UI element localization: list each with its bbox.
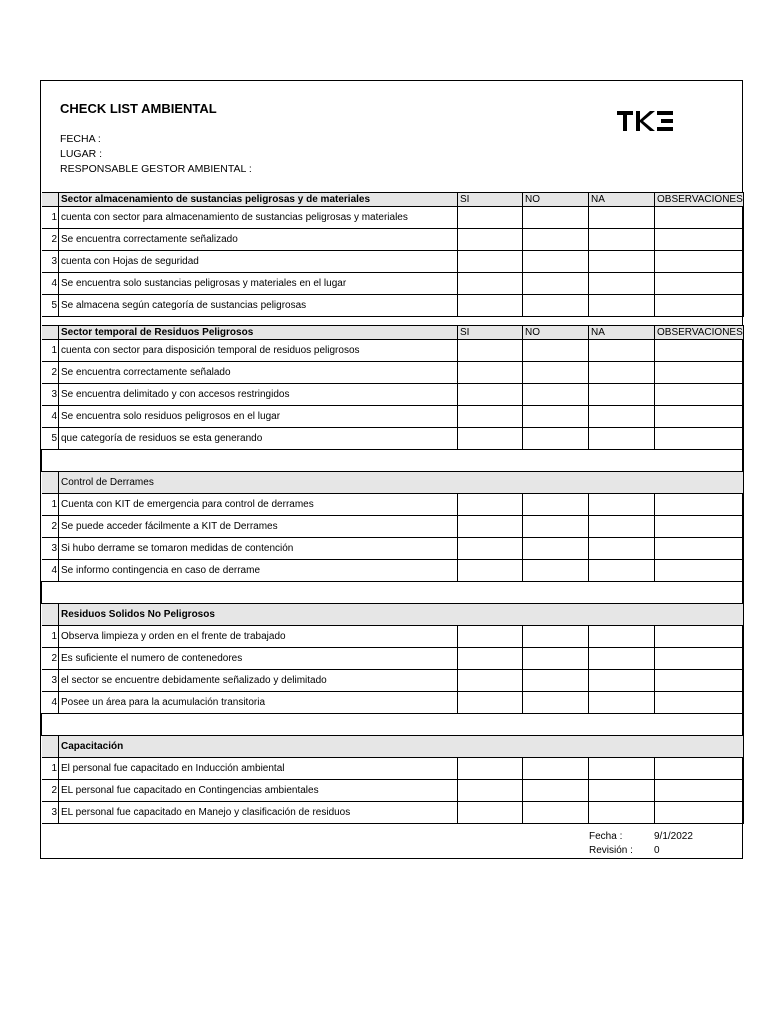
observaciones-input-cell[interactable] [655,648,744,670]
si-checkbox-cell[interactable] [458,670,523,692]
si-checkbox-cell[interactable] [458,406,523,428]
section-number-cell [42,604,59,626]
na-checkbox-cell[interactable] [589,516,655,538]
si-checkbox-cell[interactable] [458,648,523,670]
checklist-item-row [42,626,744,648]
item-number: 2 [42,229,59,251]
observaciones-input-cell[interactable] [655,538,744,560]
checklist-item-row [42,362,744,384]
item-text: Se encuentra correctamente señalizado [59,229,458,251]
item-text: El personal fue capacitado en Inducción ambiental [59,758,458,780]
no-checkbox-cell[interactable] [523,802,589,824]
item-text: Posee un área para la acumulación transitoria [59,692,458,714]
footer-revision-value: 0 [654,845,660,856]
no-checkbox-cell[interactable] [523,560,589,582]
si-checkbox-cell[interactable] [458,340,523,362]
no-checkbox-cell[interactable] [523,626,589,648]
observaciones-input-cell[interactable] [655,406,744,428]
na-checkbox-cell[interactable] [589,538,655,560]
checklist-sheet [40,80,743,859]
checklist-item-row [42,758,744,780]
observaciones-input-cell[interactable] [655,273,744,295]
item-text: Se encuentra delimitado y con accesos restringidos [59,384,458,406]
section-number-cell [42,326,59,340]
item-number: 2 [42,516,59,538]
item-number: 5 [42,428,59,450]
checklist-item-row [42,340,744,362]
blank-row [42,714,744,736]
checklist-item-row [42,560,744,582]
no-checkbox-cell[interactable] [523,207,589,229]
item-number: 3 [42,802,59,824]
na-checkbox-cell[interactable] [589,362,655,384]
na-checkbox-cell[interactable] [589,758,655,780]
section-header-row [42,472,744,494]
no-checkbox-cell[interactable] [523,384,589,406]
no-checkbox-cell[interactable] [523,758,589,780]
checklist-item-row [42,251,744,273]
checklist-item-row [42,229,744,251]
column-header-na: NA [589,193,655,207]
checklist-item-row [42,273,744,295]
observaciones-input-cell[interactable] [655,626,744,648]
item-number: 1 [42,494,59,516]
no-checkbox-cell[interactable] [523,295,589,317]
no-checkbox-cell[interactable] [523,692,589,714]
si-checkbox-cell[interactable] [458,494,523,516]
checklist-item-row [42,538,744,560]
observaciones-input-cell[interactable] [655,802,744,824]
observaciones-input-cell[interactable] [655,207,744,229]
no-checkbox-cell[interactable] [523,362,589,384]
column-header-na: NA [589,326,655,340]
document-footer [41,829,743,859]
si-checkbox-cell[interactable] [458,384,523,406]
checklist-item-row [42,692,744,714]
item-text: Se encuentra solo residuos peligrosos en el lugar [59,406,458,428]
column-header-observaciones: OBSERVACIONES [655,326,744,340]
section-header-row [42,193,744,207]
blank-cell [42,582,744,604]
footer-fecha-value: 9/1/2022 [654,831,693,842]
item-number: 2 [42,362,59,384]
section-title: Capacitación [59,736,744,758]
no-checkbox-cell[interactable] [523,780,589,802]
section-title: Sector temporal de Residuos Peligrosos [59,326,458,340]
no-checkbox-cell[interactable] [523,428,589,450]
si-checkbox-cell[interactable] [458,273,523,295]
item-text: Cuenta con KIT de emergencia para control de derrames [59,494,458,516]
item-text: cuenta con sector para almacenamiento de sustancias peligrosas y materiales [59,207,458,229]
si-checkbox-cell[interactable] [458,207,523,229]
item-number: 5 [42,295,59,317]
document-header [41,81,742,193]
item-number: 1 [42,758,59,780]
item-text: Observa limpieza y orden en el frente de trabajado [59,626,458,648]
no-checkbox-cell[interactable] [523,516,589,538]
na-checkbox-cell[interactable] [589,494,655,516]
checklist-item-row [42,428,744,450]
item-text: Se puede acceder fácilmente a KIT de Derrames [59,516,458,538]
na-checkbox-cell[interactable] [589,273,655,295]
no-checkbox-cell[interactable] [523,648,589,670]
column-header-si: SI [458,193,523,207]
si-checkbox-cell[interactable] [458,229,523,251]
na-checkbox-cell[interactable] [589,560,655,582]
na-checkbox-cell[interactable] [589,207,655,229]
no-checkbox-cell[interactable] [523,273,589,295]
item-text: Es suficiente el numero de contenedores [59,648,458,670]
checklist-item-row [42,780,744,802]
item-number: 3 [42,384,59,406]
item-text: Se encuentra correctamente señalado [59,362,458,384]
item-text: Se informo contingencia en caso de derrame [59,560,458,582]
blank-row [42,582,744,604]
observaciones-input-cell[interactable] [655,428,744,450]
fecha-field-label: FECHA : [60,133,101,145]
no-checkbox-cell[interactable] [523,538,589,560]
checklist-item-row [42,295,744,317]
na-checkbox-cell[interactable] [589,295,655,317]
item-number: 2 [42,648,59,670]
section-title: Residuos Solidos No Peligrosos [59,604,744,626]
section-title: Control de Derrames [59,472,744,494]
na-checkbox-cell[interactable] [589,428,655,450]
item-text: EL personal fue capacitado en Contingencias ambientales [59,780,458,802]
column-header-si: SI [458,326,523,340]
item-text: el sector se encuentre debidamente señalizado y delimitado [59,670,458,692]
na-checkbox-cell[interactable] [589,802,655,824]
observaciones-input-cell[interactable] [655,340,744,362]
si-checkbox-cell[interactable] [458,516,523,538]
na-checkbox-cell[interactable] [589,780,655,802]
checklist-item-row [42,648,744,670]
no-checkbox-cell[interactable] [523,494,589,516]
si-checkbox-cell[interactable] [458,692,523,714]
item-text: cuenta con Hojas de seguridad [59,251,458,273]
section-header-row [42,736,744,758]
item-text: EL personal fue capacitado en Manejo y clasificación de residuos [59,802,458,824]
na-checkbox-cell[interactable] [589,692,655,714]
section-title: Sector almacenamiento de sustancias peligrosas y de materiales [59,193,458,207]
checklist-item-row [42,207,744,229]
no-checkbox-cell[interactable] [523,670,589,692]
observaciones-input-cell[interactable] [655,295,744,317]
column-header-no: NO [523,193,589,207]
observaciones-input-cell[interactable] [655,384,744,406]
observaciones-input-cell[interactable] [655,670,744,692]
no-checkbox-cell[interactable] [523,229,589,251]
observaciones-input-cell[interactable] [655,251,744,273]
blank-cell [42,714,744,736]
item-number: 4 [42,273,59,295]
item-number: 1 [42,207,59,229]
item-text: Si hubo derrame se tomaron medidas de contención [59,538,458,560]
checklist-item-row [42,406,744,428]
observaciones-input-cell[interactable] [655,780,744,802]
si-checkbox-cell[interactable] [458,802,523,824]
observaciones-input-cell[interactable] [655,692,744,714]
document-title: CHECK LIST AMBIENTAL [60,101,217,116]
si-checkbox-cell[interactable] [458,538,523,560]
item-text: Se encuentra solo sustancias peligrosas y materiales en el lugar [59,273,458,295]
footer-revision-label: Revisión : [589,845,633,856]
section-header-row [42,604,744,626]
section-header-row [42,326,744,340]
na-checkbox-cell[interactable] [589,251,655,273]
no-checkbox-cell[interactable] [523,251,589,273]
checklist-item-row [42,494,744,516]
checklist-item-row [42,670,744,692]
tke-logo [615,108,675,134]
si-checkbox-cell[interactable] [458,758,523,780]
spacer-row [42,317,744,326]
spacer-cell [42,317,744,326]
item-text: Se almacena según categoría de sustancias peligrosas [59,295,458,317]
observaciones-input-cell[interactable] [655,758,744,780]
observaciones-input-cell[interactable] [655,229,744,251]
na-checkbox-cell[interactable] [589,626,655,648]
item-text: que categoría de residuos se esta generando [59,428,458,450]
column-header-no: NO [523,326,589,340]
checklist-table [41,192,744,824]
responsable-field-label: RESPONSABLE GESTOR AMBIENTAL : [60,163,252,175]
item-number: 4 [42,692,59,714]
no-checkbox-cell[interactable] [523,340,589,362]
footer-fecha-label: Fecha : [589,831,623,842]
checklist-item-row [42,384,744,406]
si-checkbox-cell[interactable] [458,362,523,384]
si-checkbox-cell[interactable] [458,251,523,273]
observaciones-input-cell[interactable] [655,362,744,384]
si-checkbox-cell[interactable] [458,295,523,317]
na-checkbox-cell[interactable] [589,670,655,692]
na-checkbox-cell[interactable] [589,340,655,362]
item-number: 4 [42,560,59,582]
item-number: 3 [42,670,59,692]
observaciones-input-cell[interactable] [655,560,744,582]
item-number: 3 [42,538,59,560]
si-checkbox-cell[interactable] [458,780,523,802]
na-checkbox-cell[interactable] [589,648,655,670]
column-header-observaciones: OBSERVACIONES [655,193,744,207]
item-number: 2 [42,780,59,802]
si-checkbox-cell[interactable] [458,560,523,582]
blank-cell [42,450,744,472]
observaciones-input-cell[interactable] [655,494,744,516]
observaciones-input-cell[interactable] [655,516,744,538]
section-number-cell [42,472,59,494]
item-text: cuenta con sector para disposición temporal de residuos peligrosos [59,340,458,362]
lugar-field-label: LUGAR : [60,148,103,160]
no-checkbox-cell[interactable] [523,406,589,428]
si-checkbox-cell[interactable] [458,428,523,450]
item-number: 1 [42,340,59,362]
item-number: 1 [42,626,59,648]
section-number-cell [42,736,59,758]
item-number: 4 [42,406,59,428]
blank-row [42,450,744,472]
section-number-cell [42,193,59,207]
checklist-item-row [42,516,744,538]
na-checkbox-cell[interactable] [589,406,655,428]
na-checkbox-cell[interactable] [589,384,655,406]
item-number: 3 [42,251,59,273]
na-checkbox-cell[interactable] [589,229,655,251]
checklist-item-row [42,802,744,824]
si-checkbox-cell[interactable] [458,626,523,648]
